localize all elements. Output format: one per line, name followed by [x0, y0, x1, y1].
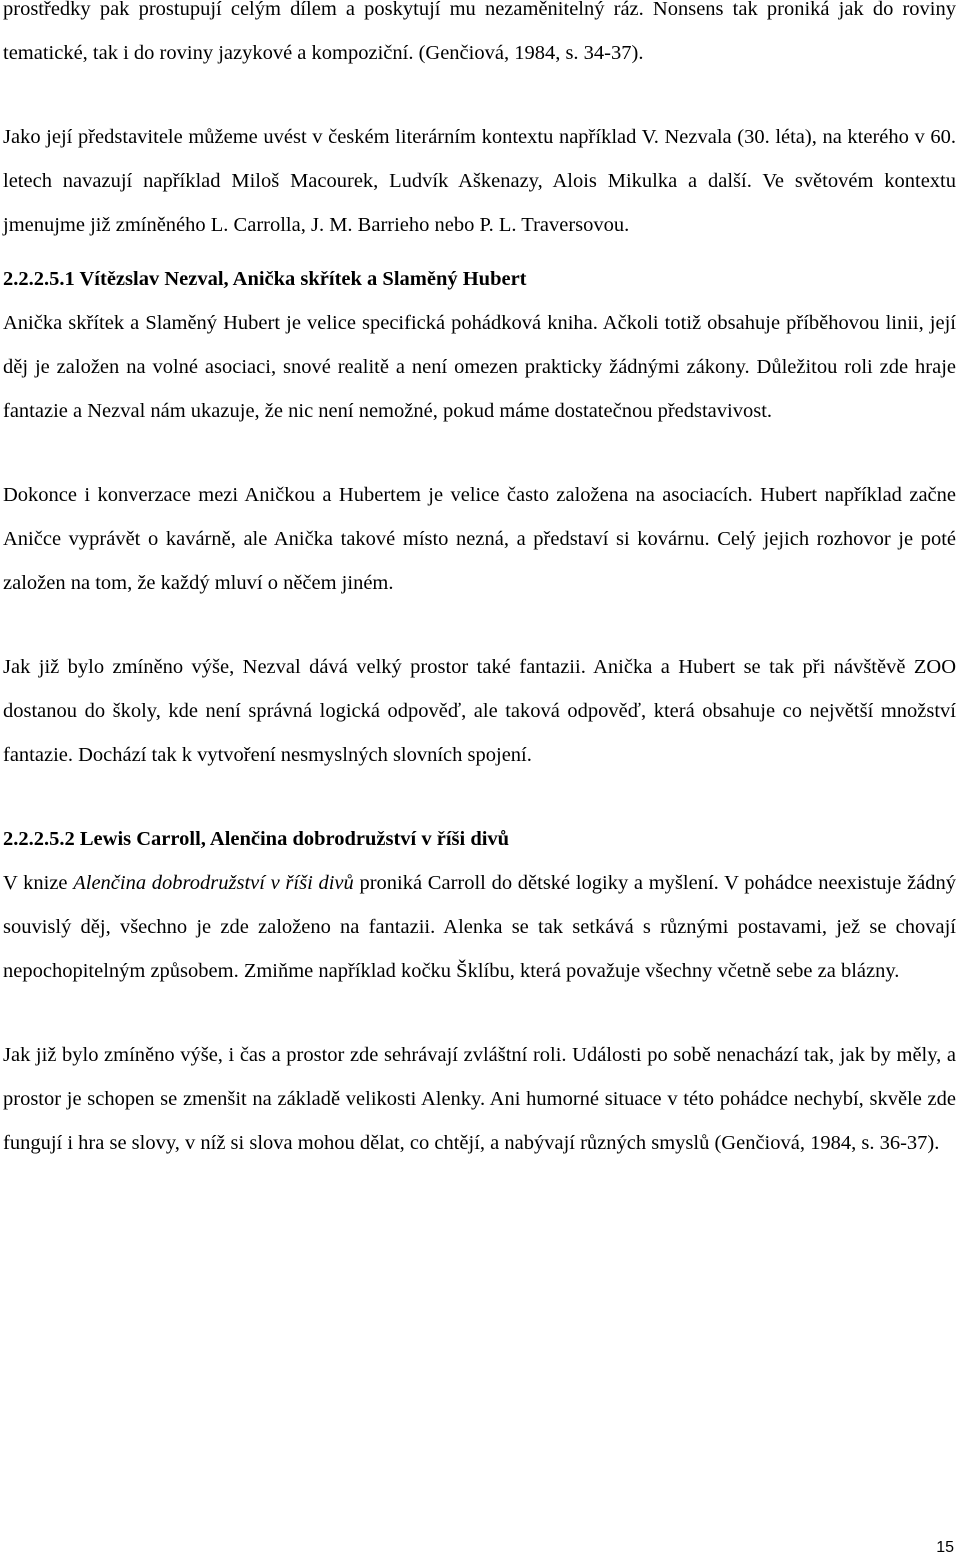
paragraph-alice-time-space: Jak již bylo zmíněno výše, i čas a prostor zde sehrávají zvláštní roli. Události po sobě nenachází tak, jak by měly, a prostor je schopen se zmenšit na základě velikosti Alenky. Ani humorné situace v této pohádce nechybí, skvěle zde fungují i hra se slovy, v níž si slova mohou dělat, co chtějí, a nabývají různých smyslů (Genčiová, 1984, s. 36-37). [3, 1044, 956, 1154]
paragraph-representatives: Jako její představitele můžeme uvést v českém literárním kontextu například V. Nezvala (30. léta), na kterého v 60. letech navazují například Miloš Macourek, Ludvík Aškenazy, Alois Mikulka a další. Ve světovém kontextu jmenujme již zmíněného L. Carrolla, J. M. Barrieho nebo P. L. Traversovou. [3, 126, 956, 236]
section-heading-carroll: 2.2.2.5.2 Lewis Carroll, Alenčina dobrodružství v říši divů [3, 828, 510, 850]
document-page [3, 0, 956, 1165]
paragraph-intro-continuation: prostředky pak prostupují celým dílem a poskytují mu nezaměnitelný ráz. Nonsens tak proniká jak do roviny tematické, tak i do roviny jazykové a kompoziční. (Genčiová, 1984, s. 34-37). [3, 0, 956, 64]
paragraph-anicka-conversation: Dokonce i konverzace mezi Aničkou a Hubertem je velice často založena na asociacích. Hubert například začne Aničce vyprávět o kavárně, ale Anička takové místo nezná, a představí si kovárnu. Celý jejich rozhovor je poté založen na tom, že každý mluví o něčem jiném. [3, 484, 956, 594]
paragraph-anicka-intro: Anička skřítek a Slaměný Hubert je velice specifická pohádková kniha. Ačkoli totiž obsahuje příběhovou linii, její děj je založen na volné asociaci, snové realitě a není omezen prakticky žádnými zákony. Důležitou roli zde hraje fantazie a Nezval nám ukazuje, že nic není nemožné, pokud máme dostatečnou představivost. [3, 312, 956, 422]
section-heading-nezval: 2.2.2.5.1 Vítězslav Nezval, Anička skřítek a Slaměný Hubert [3, 268, 527, 290]
page-number: 15 [936, 1539, 954, 1556]
book-title-alice: Alenčina dobrodružství v říši divů [73, 872, 354, 894]
paragraph-anicka-fantasy: Jak již bylo zmíněno výše, Nezval dává velký prostor také fantazii. Anička a Hubert se tak při návštěvě ZOO dostanou do školy, kde není správná logická odpověď, ale taková odpověď, která obsahuje co největší množství fantazie. Dochází tak k vytvoření nesmyslných slovních spojení. [3, 656, 956, 766]
paragraph-alice-text-before: V knize [3, 872, 74, 894]
paragraph-alice-text-after: proniká Carroll do dětské logiky a myšlení. V pohádce neexistuje žádný souvislý děj, všechno je zde založeno na fantazii. Alenka se tak setkává s různými postavami, jež se chovají nepochopitelným způsobem. Zmiňme například kočku Šklíbu, která považuje všechny včetně sebe za blázny. [3, 872, 956, 982]
paragraph-alice-intro [3, 861, 956, 993]
